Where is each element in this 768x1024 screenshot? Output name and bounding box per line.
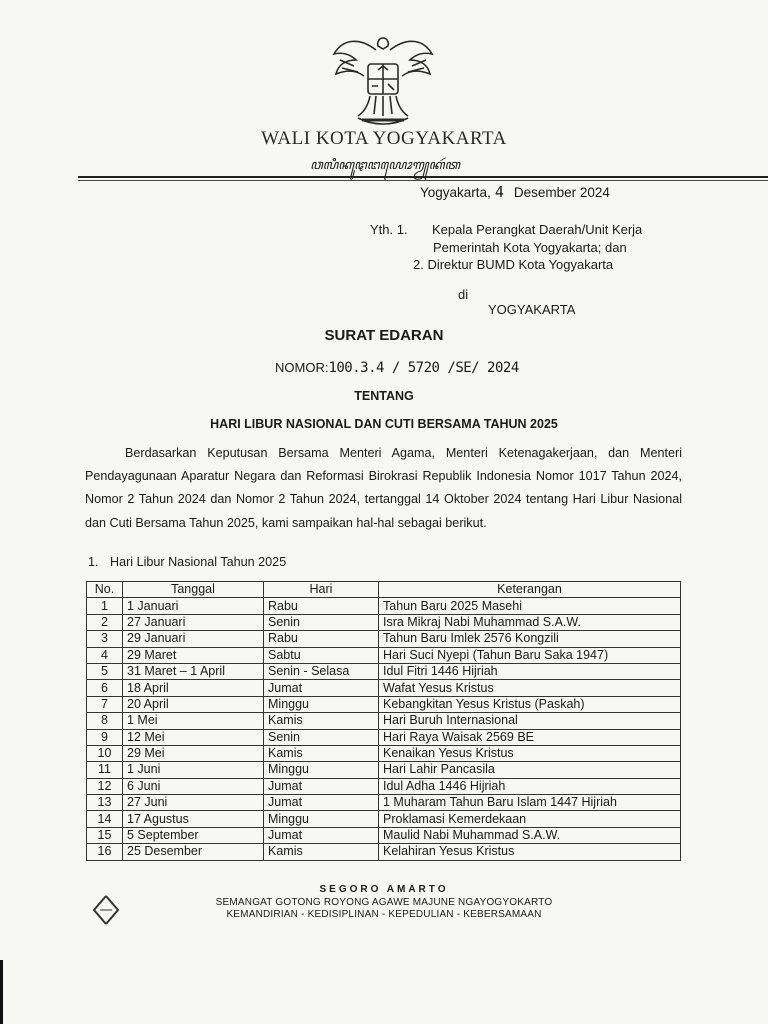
cell-keterangan: Maulid Nabi Muhammad S.A.W. xyxy=(379,827,681,843)
motto-line-1: SEMANGAT GOTONG ROYONG AGAWE MAJUNE NGAYOGYOKARTO xyxy=(215,897,553,908)
cell-tanggal: 1 Mei xyxy=(123,713,264,729)
table-row xyxy=(87,680,681,696)
document-type: SURAT EDARAN xyxy=(324,327,444,344)
cell-no: 1 xyxy=(87,598,123,614)
cell-keterangan: Hari Suci Nyepi (Tahun Baru Saka 1947) xyxy=(379,647,681,663)
destination-city: YOGYAKARTA xyxy=(488,302,576,317)
table-row xyxy=(87,696,681,712)
table-row xyxy=(87,811,681,827)
cell-tanggal: 29 Mei xyxy=(123,745,264,761)
cell-no: 7 xyxy=(87,696,123,712)
table-row xyxy=(87,778,681,794)
list-title: Hari Libur Nasional Tahun 2025 xyxy=(110,555,287,569)
cell-hari: Kamis xyxy=(264,713,379,729)
header-tanggal: Tanggal xyxy=(123,582,264,598)
di-label: di xyxy=(458,287,469,302)
cell-keterangan: Kelahiran Yesus Kristus xyxy=(379,844,681,860)
cell-keterangan: Isra Mikraj Nabi Muhammad S.A.W. xyxy=(379,614,681,630)
header-rule xyxy=(78,176,768,178)
cell-keterangan: Tahun Baru Imlek 2576 Kongzili xyxy=(379,631,681,647)
cell-hari: Jumat xyxy=(264,778,379,794)
cell-hari: Rabu xyxy=(264,598,379,614)
cell-hari: Jumat xyxy=(264,795,379,811)
cell-hari: Minggu xyxy=(264,696,379,712)
cell-hari: Senin xyxy=(264,729,379,745)
holiday-table xyxy=(86,581,681,861)
place-label: Yogyakarta, xyxy=(420,185,491,200)
document-number xyxy=(275,360,519,376)
recipient-2: 2. Direktur BUMD Kota Yogyakarta xyxy=(413,257,614,272)
cell-keterangan: Hari Lahir Pancasila xyxy=(379,762,681,778)
cell-no: 3 xyxy=(87,631,123,647)
motto-line-2: KEMANDIRIAN - KEDISIPLINAN - KEPEDULIAN - KEBERSAMAAN xyxy=(226,909,542,920)
cell-no: 10 xyxy=(87,745,123,761)
table-row xyxy=(87,614,681,630)
table-row xyxy=(87,663,681,679)
cell-tanggal: 1 Januari xyxy=(123,598,264,614)
handwritten-day: 4 xyxy=(494,183,504,201)
cell-no: 2 xyxy=(87,614,123,630)
table-row xyxy=(87,713,681,729)
cell-no: 14 xyxy=(87,811,123,827)
cell-keterangan: Wafat Yesus Kristus xyxy=(379,680,681,696)
cell-keterangan: Hari Raya Waisak 2569 BE xyxy=(379,729,681,745)
cell-hari: Senin xyxy=(264,614,379,630)
cell-no: 13 xyxy=(87,795,123,811)
cell-no: 4 xyxy=(87,647,123,663)
recipient-1: Kepala Perangkat Daerah/Unit Kerja xyxy=(432,222,643,237)
nomor-value: 100.3.4 / 5720 /SE/ 2024 xyxy=(328,360,519,376)
cell-tanggal: 5 September xyxy=(123,827,264,843)
month-year: Desember 2024 xyxy=(513,185,610,200)
cell-no: 5 xyxy=(87,663,123,679)
cell-no: 8 xyxy=(87,713,123,729)
cell-keterangan: Idul Adha 1446 Hijriah xyxy=(379,778,681,794)
table-row xyxy=(87,762,681,778)
header-hari: Hari xyxy=(264,582,379,598)
cell-no: 15 xyxy=(87,827,123,843)
header-no: No. xyxy=(87,582,123,598)
cell-tanggal: 31 Maret – 1 April xyxy=(123,663,264,679)
cell-tanggal: 1 Juni xyxy=(123,762,264,778)
cell-tanggal: 6 Juni xyxy=(123,778,264,794)
cell-tanggal: 25 Desember xyxy=(123,844,264,860)
body-paragraph: Berdasarkan Keputusan Bersama Menteri Agama, Menteri Ketenagakerjaan, dan Menteri Pendayagunaan Aparatur Negara dan Reformasi Birokrasi Republik Indonesia Nomor 1017 Tahun 2024, Nomor 2 Tahun 2024 dan Nomor 2 Tahun 2024, tertanggal 14 Oktober 2024 tentang Hari Libur Nasional dan Cuti Bersama Tahun 2025, kami sampaikan hal-hal sebagai berikut. xyxy=(85,446,682,530)
cell-keterangan: 1 Muharam Tahun Baru Islam 1447 Hijriah xyxy=(379,795,681,811)
cell-no: 16 xyxy=(87,844,123,860)
cell-no: 9 xyxy=(87,729,123,745)
table-header-row xyxy=(87,582,681,598)
cell-no: 11 xyxy=(87,762,123,778)
cell-tanggal: 20 April xyxy=(123,696,264,712)
cell-tanggal: 18 April xyxy=(123,680,264,696)
cell-hari: Senin - Selasa xyxy=(264,663,379,679)
tentang-heading: TENTANG xyxy=(354,389,414,403)
cell-keterangan: Idul Fitri 1446 Hijriah xyxy=(379,663,681,679)
nomor-label: NOMOR: xyxy=(275,360,329,375)
cell-tanggal: 27 Juni xyxy=(123,795,264,811)
place-date xyxy=(420,183,610,201)
cell-hari: Sabtu xyxy=(264,647,379,663)
cell-tanggal: 29 Januari xyxy=(123,631,264,647)
cell-keterangan: Kenaikan Yesus Kristus xyxy=(379,745,681,761)
cell-no: 12 xyxy=(87,778,123,794)
motto-title: SEGORO AMARTO xyxy=(319,884,449,895)
table-row xyxy=(87,598,681,614)
list-number: 1. xyxy=(88,555,99,569)
garuda-emblem-icon xyxy=(328,30,438,130)
cell-hari: Jumat xyxy=(264,827,379,843)
cell-keterangan: Hari Buruh Internasional xyxy=(379,713,681,729)
scan-edge-mark xyxy=(0,960,3,1024)
cell-hari: Kamis xyxy=(264,844,379,860)
cell-keterangan: Tahun Baru 2025 Masehi xyxy=(379,598,681,614)
cell-no: 6 xyxy=(87,680,123,696)
table-row xyxy=(87,729,681,745)
cell-keterangan: Kebangkitan Yesus Kristus (Paskah) xyxy=(379,696,681,712)
header-keterangan: Keterangan xyxy=(379,582,681,598)
cell-hari: Jumat xyxy=(264,680,379,696)
cell-tanggal: 27 Januari xyxy=(123,614,264,630)
table-row xyxy=(87,827,681,843)
cell-hari: Rabu xyxy=(264,631,379,647)
cell-tanggal: 17 Agustus xyxy=(123,811,264,827)
table-row xyxy=(87,844,681,860)
recipient-1-cont: Pemerintah Kota Yogyakarta; dan xyxy=(433,240,627,255)
cell-tanggal: 29 Maret xyxy=(123,647,264,663)
cell-keterangan: Proklamasi Kemerdekaan xyxy=(379,811,681,827)
table-row xyxy=(87,647,681,663)
table-row xyxy=(87,631,681,647)
javanese-script-line: ꦮꦭꦶꦏꦸꦛꦔꦪꦺꦴꦒꦾꦏꦂꦠ xyxy=(310,158,460,173)
table-row xyxy=(87,745,681,761)
list-item-1 xyxy=(88,555,286,569)
city-title: WALI KOTA YOGYAKARTA xyxy=(261,128,507,149)
cell-tanggal: 12 Mei xyxy=(123,729,264,745)
header-rule-thin xyxy=(78,180,768,181)
cell-hari: Kamis xyxy=(264,745,379,761)
cell-hari: Minggu xyxy=(264,811,379,827)
subject-heading: HARI LIBUR NASIONAL DAN CUTI BERSAMA TAHUN 2025 xyxy=(210,417,558,431)
cell-hari: Minggu xyxy=(264,762,379,778)
yth-label: Yth. 1. xyxy=(370,222,408,237)
table-row xyxy=(87,795,681,811)
